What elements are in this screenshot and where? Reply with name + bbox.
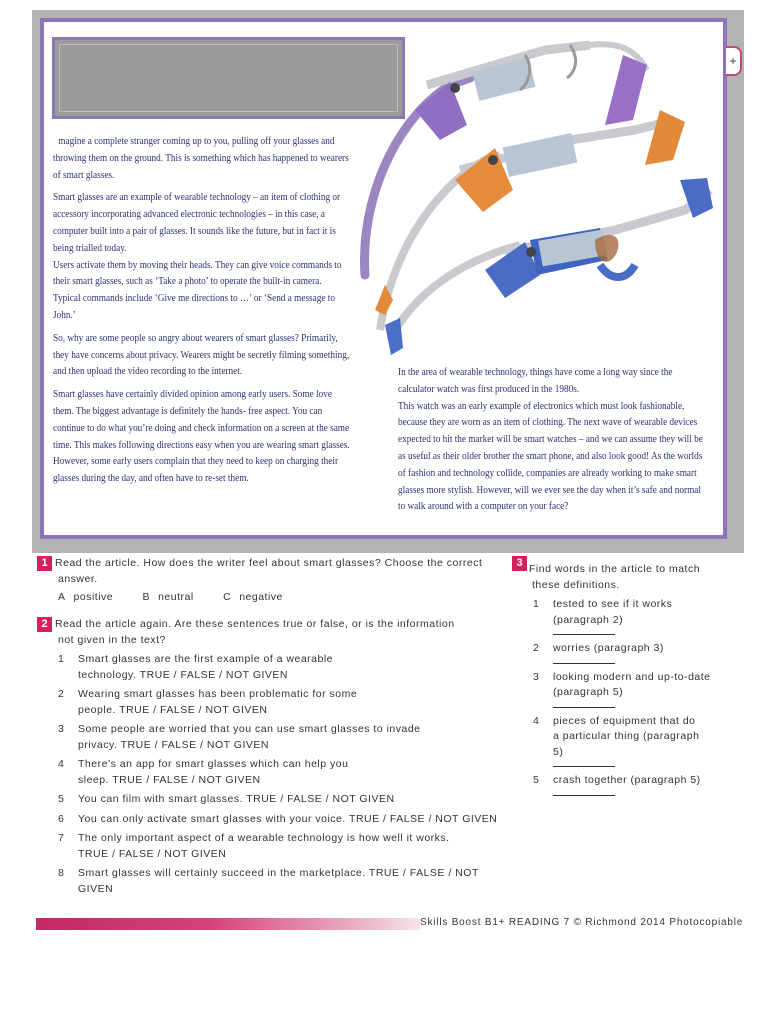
question-number: 3 [512,556,527,571]
item-text: 5) [553,745,564,758]
answer-line[interactable] [553,701,615,708]
item-number: 1 [533,598,540,610]
item-text: privacy. TRUE / FALSE / NOT GIVEN [78,738,269,751]
statement-item[interactable] [58,866,505,897]
paragraph: So, why are some people so angry about wearers of smart glasses? Primarily, they have concerns about privacy. Wearers might be secretly filming something, and then upload the video recording to the internet. [53,332,350,378]
question-text: Read the article. How does the writer feel about smart glasses? Choose the correct [55,557,483,569]
plus-icon[interactable]: + [726,46,742,76]
item-text: The only important aspect of a wearable technology is how well it works. [78,832,450,844]
answer-options [58,591,309,603]
item-number: 7 [58,832,65,844]
item-text: Smart glasses are the first example of a wearable [78,653,334,665]
answer-line[interactable] [553,760,615,767]
answer-line[interactable] [553,657,615,664]
question-text-cont: these definitions. [532,578,620,591]
item-text: sleep. TRUE / FALSE / NOT GIVEN [78,773,261,786]
item-text: You can only activate smart glasses with your voice. TRUE / FALSE / NOT GIVEN [78,812,498,825]
paragraph: Smart glasses have certainly divided opinion among early users. Some love them. The biggest advantage is definitely the hands- free aspect. You can continue to do what you’re doing and check information on a screen at the same time. This makes following directions easy when you are wearing smart glasses. However, some early users complain that they need to keep on charging their glasses during the day, and often have to re-set them. [53,389,350,485]
answer-line[interactable] [553,789,615,796]
question-3 [529,562,749,802]
paragraph: This watch was an early example of electronics which must look fashionable, because they are worn as an item of clothing. The next wave of wearable devices expected to hit the market will be smart watches – and we can assume they will be as useful as their older brother the smart phone, and also look good! As the worlds of fashion and technology collide, companies are already working to make smart glasses more stylish. However, will we ever see the day when it’s safe and normal to walk around with a computer on your face? [398,400,703,513]
definition-item [533,597,749,628]
item-text: You can film with smart glasses. TRUE / FALSE / NOT GIVEN [78,793,395,805]
question-text-cont: not given in the text? [58,633,166,646]
option-letter: C [223,591,232,603]
item-number: 2 [533,642,540,654]
item-text: Smart glasses will certainly succeed in the marketplace. TRUE / FALSE / NOT [78,867,479,879]
item-text: people. TRUE / FALSE / NOT GIVEN [78,703,268,716]
item-text: tested to see if it works [553,598,673,610]
question-number: 2 [37,617,52,632]
option-text: neutral [158,591,194,603]
article-column-right [398,365,706,522]
item-text: a particular thing (paragraph [553,730,700,742]
item-number: 5 [58,793,65,805]
item-number: 3 [533,670,540,683]
option-text: positive [73,591,114,603]
item-text: technology. TRUE / FALSE / NOT GIVEN [78,668,288,681]
question-text: Read the article again. Are these sentences true or false, or is the information [55,618,455,630]
question-2 [55,617,505,897]
title-placeholder [52,37,405,119]
item-number: 4 [58,758,65,770]
item-number: 4 [533,714,540,727]
item-number: 8 [58,867,65,879]
item-text: TRUE / FALSE / NOT GIVEN [78,847,227,860]
definition-item [533,714,749,761]
statement-item[interactable] [58,687,505,718]
item-text: Some people are worried that you can use smart glasses to invade [78,723,421,735]
option-b[interactable] [143,591,194,603]
item-number: 6 [58,812,65,825]
item-number: 3 [58,723,65,735]
item-text: Wearing smart glasses has been problematic for some [78,688,358,700]
question-text: Find words in the article to match [529,563,701,575]
item-text: worries (paragraph 3) [553,642,664,654]
definition-item [533,641,749,657]
smart-glasses-illustration [355,30,725,360]
statement-item[interactable] [58,792,505,808]
question-number: 1 [37,556,52,571]
footer-bar [36,918,420,930]
item-number: 2 [58,688,65,700]
question-text-cont: answer. [58,572,98,585]
statement-item[interactable] [58,812,505,828]
paragraph: In the area of wearable technology, things have come a long way since the calculator watch was first produced in the 1980s. [398,367,673,395]
option-letter: A [58,591,66,603]
item-text: looking modern and up-to-date [553,670,711,683]
option-text: negative [239,591,283,603]
paragraph: Smart glasses are an example of wearable technology – an item of clothing or accessory incorporating advanced electronic technologies – in this case, a computer built into a pair of glasses. It sounds like the future, but in fact it is being trialled today. [53,192,341,254]
definition-item [533,773,749,789]
article-column-left [53,134,350,494]
paragraph: magine a complete stranger coming up to you, pulling off your glasses and throwing them on the ground. This is something which has happened to wearers of smart glasses. [53,136,349,181]
item-text: (paragraph 2) [553,613,624,626]
definition-item [533,670,749,701]
footer-copyright: Skills Boost B1+ READING 7 © Richmond 2014 Photocopiable [420,917,744,928]
paragraph: Users activate them by moving their heads. They can give voice commands to their smart glasses, such as ‘Take a photo’ to operate the built-in camera. Typical commands include ‘Give me directions to …’ or ‘Send a message to John.’ [53,259,342,321]
statement-item[interactable] [58,757,505,788]
item-number: 1 [58,653,65,665]
answer-line[interactable] [553,628,615,635]
item-text: crash together (paragraph 5) [553,774,701,786]
item-number: 5 [533,774,540,786]
statement-item[interactable] [58,722,505,753]
item-text: GIVEN [78,882,114,895]
question-1 [55,556,495,587]
statement-item[interactable] [58,831,505,862]
statement-item[interactable] [58,652,505,683]
option-c[interactable] [223,591,283,603]
item-text: There’s an app for smart glasses which can help you [78,758,349,770]
option-letter: B [142,591,151,603]
item-text: pieces of equipment that do [553,714,696,727]
option-a[interactable] [58,591,113,603]
item-text: (paragraph 5) [553,686,624,698]
